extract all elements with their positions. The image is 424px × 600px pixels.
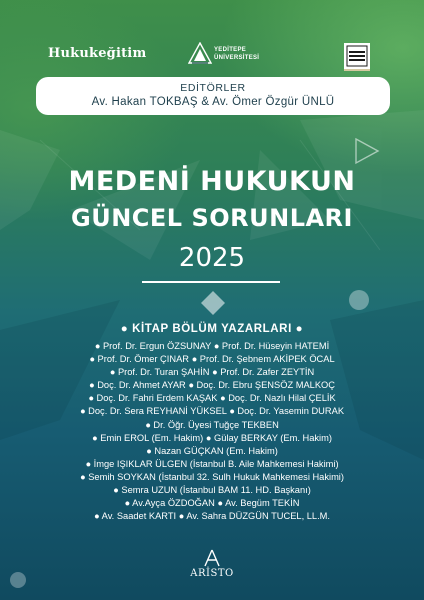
author-line: ● Semih SOYKAN (İstanbul 32. Sulh Hukuk Mahkemesi Hakimi) [80,471,344,482]
author-line: ● Doç. Dr. Fahri Erdem KAŞAK ● Doç. Dr. Nazlı Hilal ÇELİK [88,393,336,404]
logo-bar [0,40,424,74]
author-line: ● Av. Saadet KARTI ● Av. Sahra DÜZGÜN TUCEL, LL.M. [94,511,330,522]
author-line: ● Doç. Dr. Ahmet AYAR ● Doç. Dr. Ebru ŞENSÖZ MALKOÇ [89,380,335,391]
author-line: ● Prof. Dr. Ömer ÇINAR ● Prof. Dr. Şebnem AKİPEK ÖCAL [89,354,335,365]
authors-list [0,340,424,523]
authors-heading: ● KİTAP BÖLÜM YAZARLARI ● [120,323,304,335]
yeditepe-line1: YEDİTEPE [214,47,247,53]
circle-icon [347,288,371,312]
aristo-a-icon [202,548,222,568]
play-triangle-outline-icon [352,136,382,166]
author-line: ● Prof. Dr. Ergun ÖZSUNAY ● Prof. Dr. Hüseyin HATEMİ [94,341,330,351]
publisher-logo [172,548,252,588]
award-seal-icon [343,42,371,72]
hukukegitim-logo [48,46,146,61]
editors-box [36,77,390,115]
author-line: ● Av.Ayça ÖZDOĞAN ● Av. Begüm TEKİN [124,498,300,509]
year-underline [142,281,280,283]
author-line: ● Dr. Öğr. Üyesi Tuğçe TEKBEN [145,419,279,430]
title-line-2: GÜNCEL SORUNLARI [71,204,353,232]
yeditepe-line2: ÜNİVERSİTESİ [214,55,260,61]
editors-label: EDİTÖRLER [180,82,246,94]
author-line: ● Emin EROL (Em. Hakim) ● Gülay BERKAY (Em. Hakim) [92,432,332,443]
author-line: ● Nazan GÜÇKAN (Em. Hakim) [146,445,278,456]
editors-names: Av. Hakan TOKBAŞ & Av. Ömer Özgür ÜNLÜ [91,96,335,108]
author-line: ● Doç. Dr. Sera REYHANİ YÜKSEL ● Doç. Dr. Yasemin DURAK [79,406,345,417]
yeditepe-logo [188,40,278,70]
author-line: ● Semra UZUN (İstanbul BAM 11. HD. Başkanı) [113,485,311,496]
author-line: ● İmge IŞIKLAR ÜLGEN (İstanbul B. Aile Mahkemesi Hakimi) [85,458,339,469]
publisher-name: ARİSTO [190,568,234,579]
title-year: 2025 [178,243,246,273]
title-line-1: MEDENİ HUKUKUN [68,166,356,197]
small-circle-icon [8,570,28,590]
author-line: ● Prof. Dr. Turan ŞAHİN ● Prof. Dr. Zafer ZEYTİN [109,367,315,378]
diamond-icon [200,290,226,316]
yeditepe-triangle-icon [188,42,212,64]
hukukegitim-name: Hukukeğitim [48,46,147,61]
